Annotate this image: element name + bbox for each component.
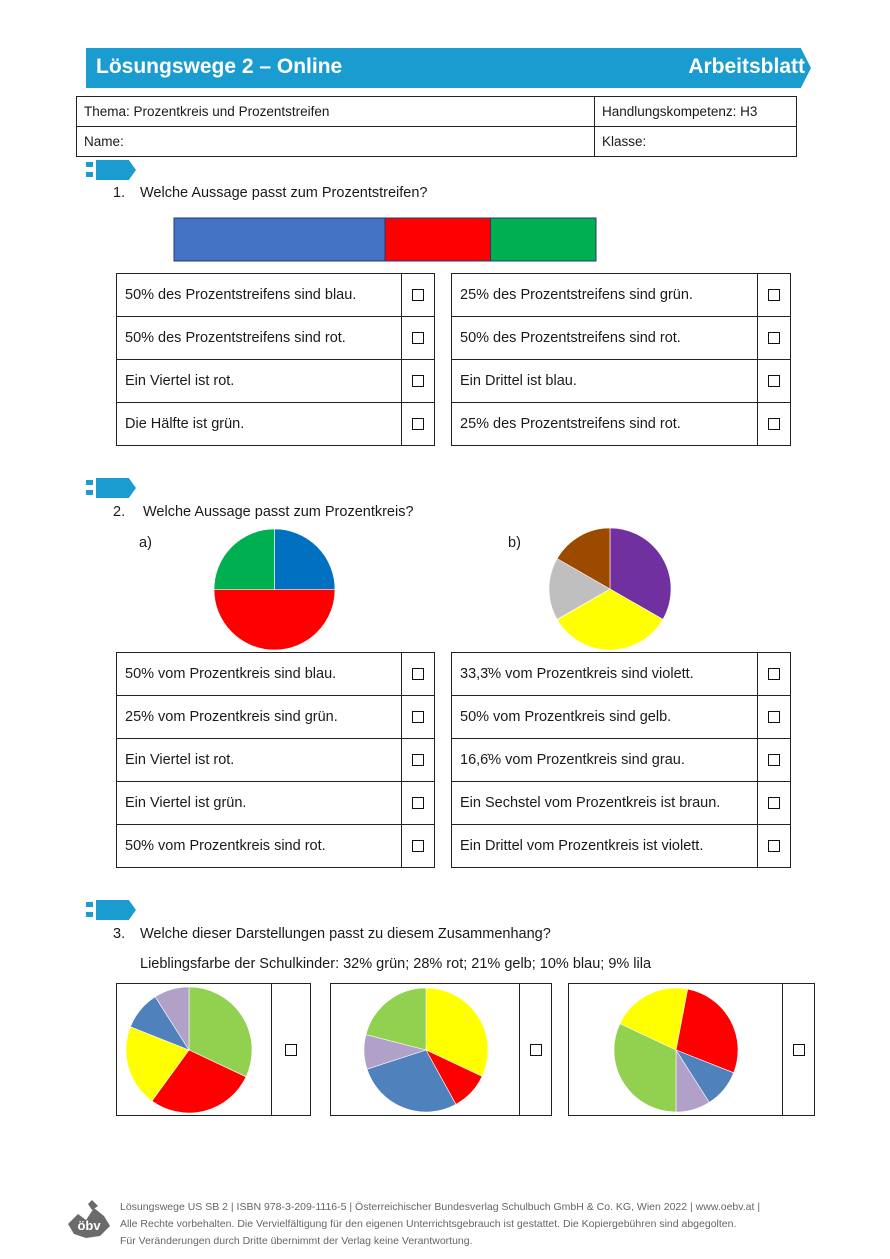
option-text: 50% des Prozentstreifens sind blau. <box>117 274 402 317</box>
option-row <box>452 696 791 739</box>
pie-slice-1 <box>214 590 335 650</box>
option-row <box>452 782 791 825</box>
section-marker-2 <box>86 478 136 498</box>
checkbox[interactable] <box>285 1044 297 1056</box>
class-field[interactable]: Klasse: <box>595 127 797 157</box>
question-3-text: Welche dieser Darstellungen passt zu diesem Zusammenhang? <box>140 926 551 942</box>
strip-segment-0 <box>174 218 385 261</box>
checkbox[interactable] <box>768 711 780 723</box>
option-row <box>117 739 435 782</box>
q1-options-right <box>451 273 791 446</box>
q2-options-left <box>116 652 435 868</box>
option-row <box>452 825 791 868</box>
info-table <box>76 96 797 157</box>
option-text: Ein Drittel ist blau. <box>452 360 758 403</box>
section-marker-3 <box>86 900 136 920</box>
option-row <box>117 317 435 360</box>
label-b: b) <box>508 535 521 551</box>
option-chart-3 <box>568 983 815 1116</box>
name-field[interactable]: Name: <box>77 127 595 157</box>
pie-slice-2 <box>214 529 275 590</box>
option-text: 16,6̇% vom Prozentkreis sind grau. <box>452 739 758 782</box>
option-row <box>452 653 791 696</box>
checkbox[interactable] <box>412 375 424 387</box>
book-title: Lösungswege 2 – Online <box>96 55 343 78</box>
pie-chart-a <box>213 528 336 651</box>
checkbox[interactable] <box>768 754 780 766</box>
question-2-text: Welche Aussage passt zum Prozentkreis? <box>143 504 414 520</box>
checkbox[interactable] <box>768 418 780 430</box>
checkbox[interactable] <box>412 332 424 344</box>
option-row <box>117 653 435 696</box>
q2-options-right <box>451 652 791 868</box>
question-2-number: 2. <box>113 504 126 520</box>
checkbox[interactable] <box>768 289 780 301</box>
option-row <box>117 782 435 825</box>
option-row <box>117 274 435 317</box>
pie-chart-option-2 <box>363 986 489 1114</box>
checkbox[interactable] <box>768 375 780 387</box>
pie-chart-option-1 <box>124 986 254 1114</box>
question-1-text: Welche Aussage passt zum Prozentstreifen? <box>140 185 428 201</box>
worksheet-type: Arbeitsblatt <box>688 55 805 78</box>
checkbox[interactable] <box>768 840 780 852</box>
option-text: 25% vom Prozentkreis sind grün. <box>117 696 402 739</box>
option-row <box>452 739 791 782</box>
checkbox[interactable] <box>412 711 424 723</box>
footer-line-3: Für Veränderungen durch Dritte übernimmt der Verlag keine Verantwortung. <box>120 1235 473 1247</box>
section-marker-1 <box>86 160 136 180</box>
strip-segment-2 <box>491 218 597 261</box>
option-row <box>117 360 435 403</box>
option-row <box>452 360 791 403</box>
option-text: 25% des Prozentstreifens sind grün. <box>452 274 758 317</box>
q1-options-left <box>116 273 435 446</box>
option-text: 50% vom Prozentkreis sind gelb. <box>452 696 758 739</box>
option-row <box>117 403 435 446</box>
checkbox[interactable] <box>768 797 780 809</box>
question-3-number: 3. <box>113 926 126 942</box>
checkbox[interactable] <box>412 668 424 680</box>
option-text: Ein Sechstel vom Prozentkreis ist braun. <box>452 782 758 825</box>
question-3-data: Lieblingsfarbe der Schulkinder: 32% grün; 28% rot; 21% gelb; 10% blau; 9% lila <box>140 956 652 972</box>
option-chart-2 <box>330 983 552 1116</box>
option-text: 50% des Prozentstreifens sind rot. <box>452 317 758 360</box>
option-text: Ein Viertel ist rot. <box>117 360 402 403</box>
checkbox[interactable] <box>412 840 424 852</box>
checkbox[interactable] <box>412 754 424 766</box>
option-row <box>452 317 791 360</box>
logo-text: öbv <box>77 1218 101 1233</box>
question-1-number: 1. <box>113 185 126 201</box>
option-text: Die Hälfte ist grün. <box>117 403 402 446</box>
footer-line-2: Alle Rechte vorbehalten. Die Vervielfältigung für den eigenen Unterrichtsgebrauch ist gestattet. Die Kopiergebühren sind abgegolten. <box>120 1218 737 1230</box>
option-row <box>452 403 791 446</box>
competence-cell: Handlungskompetenz: H3 <box>595 97 797 127</box>
option-text: 50% vom Prozentkreis sind rot. <box>117 825 402 868</box>
checkbox[interactable] <box>793 1044 805 1056</box>
pie-slice-0 <box>275 529 336 590</box>
option-text: 25% des Prozentstreifens sind rot. <box>452 403 758 446</box>
checkbox[interactable] <box>412 797 424 809</box>
strip-segment-1 <box>385 218 491 261</box>
option-text: 33,3̇% vom Prozentkreis sind violett. <box>452 653 758 696</box>
option-row <box>117 825 435 868</box>
pie-chart-b <box>548 527 672 651</box>
footer-line-1: Lösungswege US SB 2 | ISBN 978-3-209-1116-5 | Österreichischer Bundesverlag Schulbuch GmbH & Co. KG, Wien 2022 | www.oebv.at | <box>120 1201 761 1213</box>
checkbox[interactable] <box>530 1044 542 1056</box>
topic-cell: Thema: Prozentkreis und Prozentstreifen <box>77 97 595 127</box>
label-a: a) <box>139 535 152 551</box>
pie-chart-option-3 <box>613 986 739 1114</box>
checkbox[interactable] <box>412 289 424 301</box>
option-text: Ein Viertel ist rot. <box>117 739 402 782</box>
footer <box>120 1199 820 1250</box>
option-text: Ein Viertel ist grün. <box>117 782 402 825</box>
option-chart-1 <box>116 983 311 1116</box>
oebv-logo <box>64 1196 114 1242</box>
percent-strip <box>173 217 598 263</box>
option-row <box>117 696 435 739</box>
option-text: 50% vom Prozentkreis sind blau. <box>117 653 402 696</box>
checkbox[interactable] <box>412 418 424 430</box>
option-text: Ein Drittel vom Prozentkreis ist violett. <box>452 825 758 868</box>
checkbox[interactable] <box>768 332 780 344</box>
option-row <box>452 274 791 317</box>
checkbox[interactable] <box>768 668 780 680</box>
option-text: 50% des Prozentstreifens sind rot. <box>117 317 402 360</box>
